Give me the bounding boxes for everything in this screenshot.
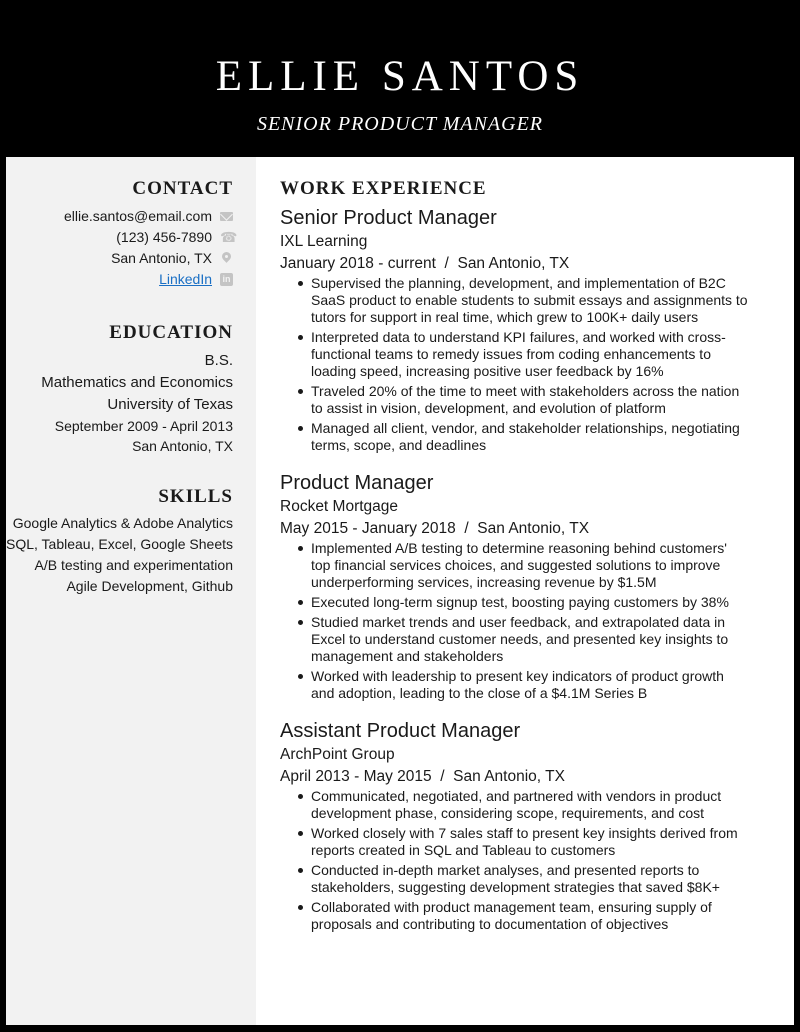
job-company: IXL Learning	[280, 233, 368, 250]
job-bullet: Collaborated with product management team, ensuring supply of proposals and contributing to documentation of objectives	[280, 899, 750, 933]
job-dates-location: May 2015 - January 2018 / San Antonio, TX	[280, 520, 590, 537]
right-border	[794, 157, 800, 1025]
linkedin-icon: in	[220, 273, 233, 286]
job-company: ArchPoint Group	[280, 746, 395, 763]
job-bullet: Traveled 20% of the time to meet with stakeholders across the nation to assist in vision, development, and evolution of platform	[280, 383, 750, 417]
job-bullet: Communicated, negotiated, and partnered with vendors in product development phase, considering scope, requirements, and cost	[280, 788, 750, 822]
job-bullets	[280, 788, 750, 933]
contact-section	[6, 177, 233, 290]
job-bullet: Worked closely with 7 sales staff to present key insights derived from reports created in SQL and Tableau to customers	[280, 825, 750, 859]
skill-item: Google Analytics & Adobe Analytics	[12, 515, 233, 531]
job-title: Product Manager	[280, 472, 434, 494]
sidebar	[6, 157, 256, 1025]
education-field: Mathematics and Economics	[41, 374, 233, 391]
job-bullet: Managed all client, vendor, and stakeholder relationships, negotiating terms, scope, and deadlines	[280, 420, 750, 454]
education-dates: September 2009 - April 2013	[54, 418, 233, 434]
candidate-name: ELLIE SANTOS	[215, 53, 585, 100]
contact-email-row	[6, 206, 233, 227]
job-bullets	[280, 540, 750, 702]
job-title: Assistant Product Manager	[280, 720, 521, 742]
skill-item: Agile Development, Github	[66, 578, 233, 594]
contact-linkedin-row	[6, 269, 233, 290]
education-heading: EDUCATION	[109, 322, 233, 343]
contact-phone-row	[6, 227, 233, 248]
job-bullet: Studied market trends and user feedback, and extrapolated data in Excel to understand customer needs, and presented key insights to management and stakeholders	[280, 614, 750, 665]
job-entry	[280, 470, 750, 702]
education-location: San Antonio, TX	[132, 438, 233, 454]
job-entry	[280, 718, 750, 933]
job-bullet: Conducted in-depth market analyses, and presented reports to stakeholders, suggesting development strategies that saved $8K+	[280, 862, 750, 896]
bottom-border	[0, 1025, 800, 1032]
skill-item: A/B testing and experimentation	[34, 557, 233, 573]
mail-icon	[220, 210, 233, 223]
job-dates-location: April 2013 - May 2015 / San Antonio, TX	[280, 768, 565, 785]
job-entry	[280, 205, 750, 454]
skills-section	[6, 485, 233, 598]
linkedin-link[interactable]: LinkedIn	[159, 271, 212, 287]
skills-heading: SKILLS	[158, 486, 233, 507]
job-bullets	[280, 275, 750, 454]
work-experience-heading: WORK EXPERIENCE	[280, 178, 487, 199]
phone-icon	[220, 231, 233, 244]
education-degree: B.S.	[204, 352, 233, 369]
contact-location: San Antonio, TX	[111, 250, 212, 266]
job-dates-location: January 2018 - current / San Antonio, TX	[280, 255, 570, 272]
job-title: Senior Product Manager	[280, 207, 497, 229]
job-company: Rocket Mortgage	[280, 498, 399, 515]
job-bullet: Interpreted data to understand KPI failures, and worked with cross-functional teams to remedy issues from coding enhancements to loading speed, increasing positive user feedback by 16%	[280, 329, 750, 380]
job-bullet: Implemented A/B testing to determine reasoning behind customers' top financial services choices, and suggested solutions to improve underperforming services, increasing revenue by $1.5M	[280, 540, 750, 591]
education-school: University of Texas	[107, 396, 233, 413]
contact-heading: CONTACT	[132, 178, 233, 199]
contact-email[interactable]: ellie.santos@email.com	[63, 208, 212, 224]
candidate-role: SENIOR PRODUCT MANAGER	[256, 113, 544, 135]
resume-header	[0, 0, 800, 157]
main-content	[256, 157, 794, 1025]
education-section	[6, 321, 233, 456]
job-bullet: Worked with leadership to present key indicators of product growth and adoption, leading to the close of a $4.1M Series B	[280, 668, 750, 702]
contact-phone[interactable]: (123) 456-7890	[116, 229, 212, 245]
job-bullet: Executed long-term signup test, boosting paying customers by 38%	[280, 594, 750, 611]
contact-location-row	[6, 248, 233, 269]
location-pin-icon	[220, 252, 233, 265]
skill-item: SQL, Tableau, Excel, Google Sheets	[6, 536, 233, 552]
job-bullet: Supervised the planning, development, and implementation of B2C SaaS product to enable students to submit essays and assignments to tutors for support in real time, which grew to 100K+ daily users	[280, 275, 750, 326]
